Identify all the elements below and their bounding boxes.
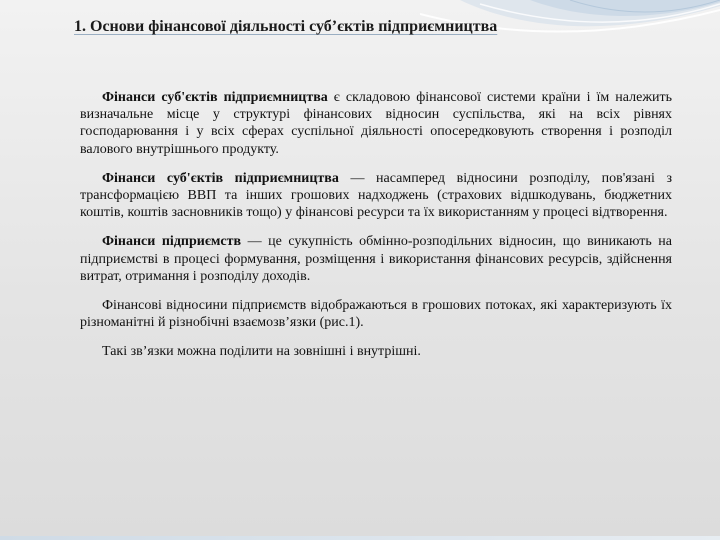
body-text	[80, 89, 672, 373]
slide-header	[0, 0, 720, 58]
paragraph-lead: Фінанси підприємств	[102, 234, 242, 250]
paragraph-lead: Фінанси суб'єктів підприємництва	[102, 90, 328, 105]
paragraph-3	[80, 233, 672, 285]
paragraph-text: — це сукупність обмінно-розподільних відносин, що виникають на підприємстві в процесі формування, розміщення і використання фінансових ресурсів, здійснення витрат, отримання і розподілу доходів.	[80, 234, 672, 284]
slide-title: 1. Основи фінансової діяльності суб’єктів підприємництва	[74, 18, 498, 35]
paragraph-text: Такі зв’язки можна поділити на зовнішні і внутрішні.	[102, 344, 421, 360]
paragraph-lead: Фінанси суб'єктів підприємництва	[102, 170, 339, 186]
paragraph-1	[80, 89, 672, 158]
paragraph-5	[80, 343, 672, 360]
paragraph-text: є складовою фінансової системи країни і їм належить визначальне місце у структурі фінансових відносин суспільства, які на всіх рівнях господарювання і у всіх сферах суспільної діяльності опосередковують створення і розподіл валового внутрішнього продукту.	[80, 90, 672, 157]
bottom-bar	[0, 536, 720, 540]
paragraph-text: Фінансові відносини підприємств відображаються в грошових потоках, які характеризують їх різноманітні й різнобічні взаємозв’язки (рис.1).	[80, 298, 672, 331]
paragraph-2	[80, 170, 672, 222]
paragraph-4	[80, 297, 672, 331]
paragraph-text: — насамперед відносини розподілу, пов'язані з трансформацією ВВП та інших грошових надходжень (страхових відшкодувань, бюджетних коштів, коштів засновників тощо) у фінансові ресурси та їх використанням у процесі відтворення.	[80, 170, 672, 221]
